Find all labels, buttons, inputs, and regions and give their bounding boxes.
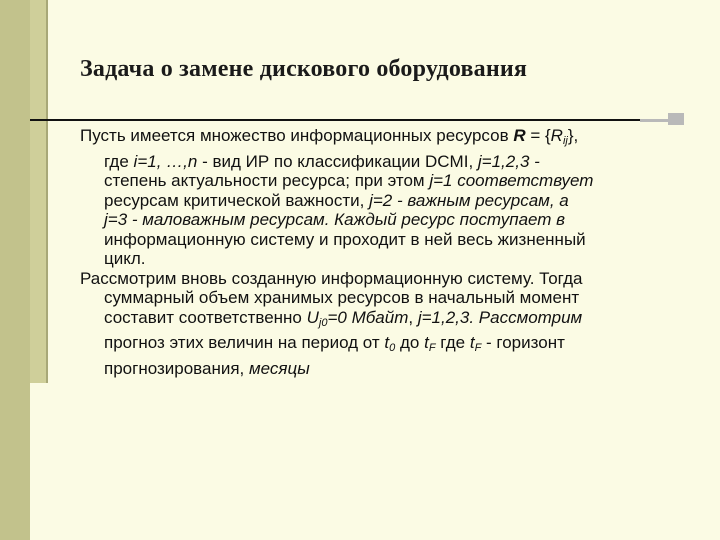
text-span: =3 - маловажным ресурсам. Каждый ресурс поступает в <box>107 210 566 229</box>
text-span: месяцы <box>249 358 310 378</box>
text-span: n <box>187 151 198 171</box>
text-span: F <box>428 342 436 354</box>
text-line: информационную систему и проходит в ней весь жизненный <box>104 229 586 249</box>
text-span: Пусть имеется множество информационных ресурсов <box>80 126 514 145</box>
text-span: Мбайт <box>351 307 409 327</box>
text-span: j <box>477 151 482 171</box>
text-line: Рассмотрим вновь созданную информационную систему. Тогда <box>80 268 583 288</box>
text-span: степень актуальности ресурса; при этом <box>104 171 430 190</box>
text-span: =1 соответствует <box>433 171 594 190</box>
text-line <box>80 333 690 359</box>
text-span: t <box>424 333 429 352</box>
text-span: где <box>435 333 470 352</box>
text-span: F <box>474 342 482 354</box>
text-span: }, <box>567 126 579 145</box>
text-span: j <box>429 171 434 190</box>
text-span: R <box>550 126 563 145</box>
text-span: где <box>104 151 134 171</box>
text-span: прогноз этих величин на период от <box>104 333 385 352</box>
text-span: = { <box>525 126 551 145</box>
text-span: t <box>469 333 475 352</box>
left-decor-bar <box>0 0 30 540</box>
left-decor-shadow <box>46 0 48 383</box>
text-span: j <box>104 210 108 229</box>
text-span: t <box>384 333 390 352</box>
text-span: =1,2,3. Рассмотрим <box>421 307 583 327</box>
text-span: =2 - важным ресурсам, а <box>372 190 569 210</box>
text-span: ресурсам критической важности, <box>104 190 370 210</box>
text-span: - горизонт <box>481 333 565 352</box>
text-span: j <box>369 190 373 210</box>
text-span: - вид ИР по классификации DCMI, <box>197 151 478 171</box>
slide-body <box>80 126 690 378</box>
text-span: U <box>306 307 319 327</box>
text-span: ij <box>562 135 568 147</box>
text-span: , <box>408 307 418 327</box>
text-line <box>80 152 690 172</box>
text-line <box>80 171 690 191</box>
slide-title: Задача о замене дискового оборудования <box>80 56 528 82</box>
paragraph-resources <box>80 126 690 269</box>
text-span: R <box>513 126 526 145</box>
text-span: составит соответственно <box>104 307 307 327</box>
text-span: до <box>395 333 425 352</box>
text-span: j0 <box>318 316 328 329</box>
text-span: 0 <box>389 342 396 354</box>
left-decor-strip <box>30 0 46 383</box>
text-line <box>80 359 690 379</box>
text-line: цикл. <box>104 249 146 268</box>
text-span: =1,2,3 - <box>481 151 540 171</box>
text-line <box>80 126 690 152</box>
text-span: j <box>417 307 422 327</box>
divider-accent-bar <box>640 119 684 122</box>
text-span: =1, …, <box>137 151 188 171</box>
text-line <box>80 308 690 334</box>
text-span: i <box>133 151 138 171</box>
text-line <box>80 210 690 230</box>
text-line: суммарный объем хранимых ресурсов в начальный момент <box>104 288 580 307</box>
title-divider <box>30 119 670 121</box>
text-span: прогнозирования, <box>104 358 249 378</box>
text-span: =0 <box>327 307 352 327</box>
paragraph-forecast <box>80 269 690 379</box>
text-line <box>80 191 690 211</box>
